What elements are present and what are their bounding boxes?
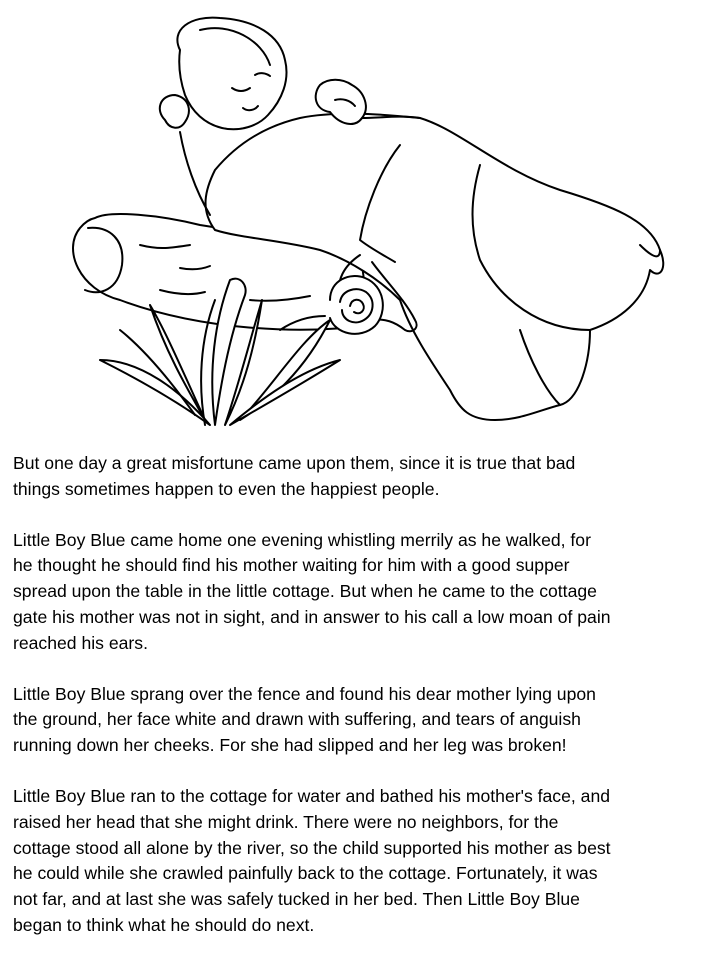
story-paragraph: Little Boy Blue came home one evening whistling merrily as he walked, for he thought he should find his mother waiting for him with a good supper spread upon the table in the little cottage. But when he came to the cottage gate his mother was not in sight, and in answer to his call a low moan of pain reached his ears. (13, 529, 611, 653)
story-text (13, 451, 713, 964)
woman-lying-by-log-icon (60, 0, 680, 440)
woman-drawing (160, 18, 663, 420)
shell-drawing (330, 276, 383, 334)
story-paragraph: Little Boy Blue sprang over the fence and found his dear mother lying upon the ground, her face white and drawn with suffering, and tears of anguish running down her cheeks. For she had slipped and her leg was broken! (13, 683, 596, 756)
story-paragraph: Little Boy Blue ran to the cottage for water and bathed his mother's face, and raised her head that she might drink. There were no neighbors, for the cottage stood all alone by the river, so the child supported his mother as best he could while she crawled painfully back to the cottage. Fortunately, it was not far, and at last she was safely tucked in her bed. Then Little Boy Blue began to think what he should do next. (13, 785, 611, 935)
story-paragraph: But one day a great misfortune came upon them, since it is true that bad things sometimes happen to even the happiest people. (13, 453, 576, 499)
